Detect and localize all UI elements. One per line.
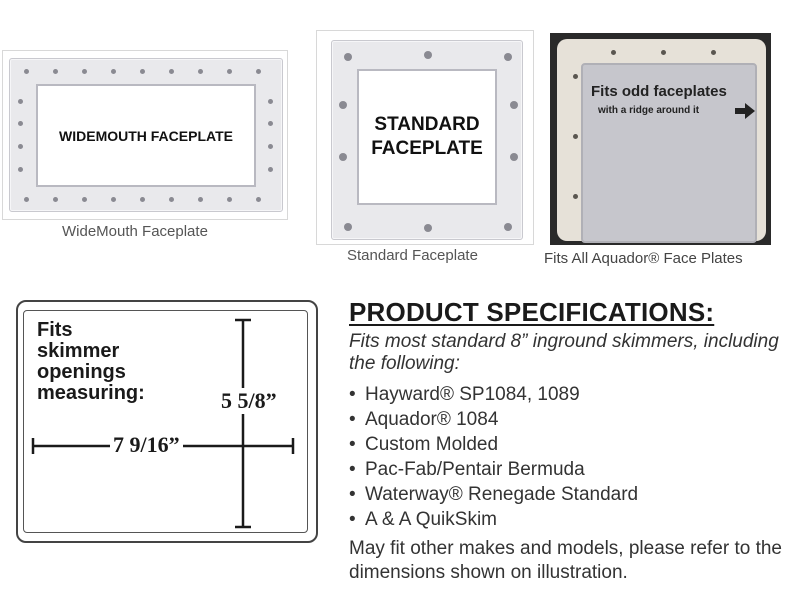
screw-hole (344, 223, 352, 231)
bullet-icon: • (349, 434, 356, 455)
screw-hole (573, 134, 578, 139)
dimension-label-line: openings (37, 361, 126, 383)
widemouth-plate-label: WIDEMOUTH FACEPLATE (59, 127, 233, 144)
right-arrow-icon (735, 103, 755, 119)
specs-list (349, 382, 638, 532)
widemouth-caption: WideMouth Faceplate (62, 223, 208, 240)
aquador-label-line1: Fits odd faceplates (591, 83, 727, 100)
standard-faceplate (331, 40, 523, 240)
bullet-icon: • (349, 484, 356, 505)
screw-hole (504, 53, 512, 61)
specs-item-text: Pac-Fab/Pentair Bermuda (365, 459, 585, 480)
dimension-label-line: skimmer (37, 340, 120, 362)
aquador-lid (581, 63, 757, 243)
standard-plate-label-line2: FACEPLATE (371, 138, 483, 159)
bullet-icon: • (349, 509, 356, 530)
height-dimension-value: 5 5/8” (218, 388, 280, 414)
aquador-label-line2: with a ridge around it (598, 105, 700, 116)
standard-caption: Standard Faceplate (347, 247, 478, 264)
standard-photo (316, 30, 534, 245)
specs-list-item (349, 507, 638, 532)
screw-hole (339, 101, 347, 109)
aquador-caption: Fits All Aquador® Face Plates (544, 250, 743, 267)
specs-item-text: Hayward® SP1084, 1089 (365, 384, 580, 405)
dimension-label-line: measuring: (37, 382, 145, 404)
dimension-lines (0, 0, 340, 560)
screw-hole (573, 74, 578, 79)
specs-item-text: Custom Molded (365, 434, 499, 455)
screw-hole (339, 153, 347, 161)
screw-hole (510, 101, 518, 109)
specs-item-text: Waterway® Renegade Standard (365, 484, 639, 505)
standard-opening (357, 69, 497, 205)
bullet-icon: • (349, 384, 356, 405)
screw-hole (504, 223, 512, 231)
standard-plate-label-line1: STANDARD (374, 114, 480, 135)
screw-hole (344, 53, 352, 61)
bullet-icon: • (349, 409, 356, 430)
specs-note: May fit other makes and models, please refer to the dimensions shown on illustration. (349, 538, 782, 583)
screw-hole (611, 50, 616, 55)
specs-list-item (349, 382, 638, 407)
width-dimension-value: 7 9/16” (110, 432, 183, 458)
specs-item-text: Aquador® 1084 (365, 409, 499, 430)
screw-hole (424, 51, 432, 59)
screw-hole (573, 194, 578, 199)
specs-list-item (349, 432, 638, 457)
specs-title: PRODUCT SPECIFICATIONS: (349, 297, 715, 327)
screw-hole (424, 224, 432, 232)
screw-hole (661, 50, 666, 55)
specs-intro: Fits most standard 8” inground skimmers, including the following: (349, 331, 779, 374)
specs-list-item (349, 457, 638, 482)
specs-item-text: A & A QuikSkim (365, 509, 497, 530)
bullet-icon: • (349, 459, 356, 480)
specs-list-item (349, 482, 638, 507)
screw-hole (711, 50, 716, 55)
screw-hole (510, 153, 518, 161)
dimension-label-line: Fits (37, 319, 73, 341)
specs-list-item (349, 407, 638, 432)
aquador-photo (550, 33, 771, 245)
